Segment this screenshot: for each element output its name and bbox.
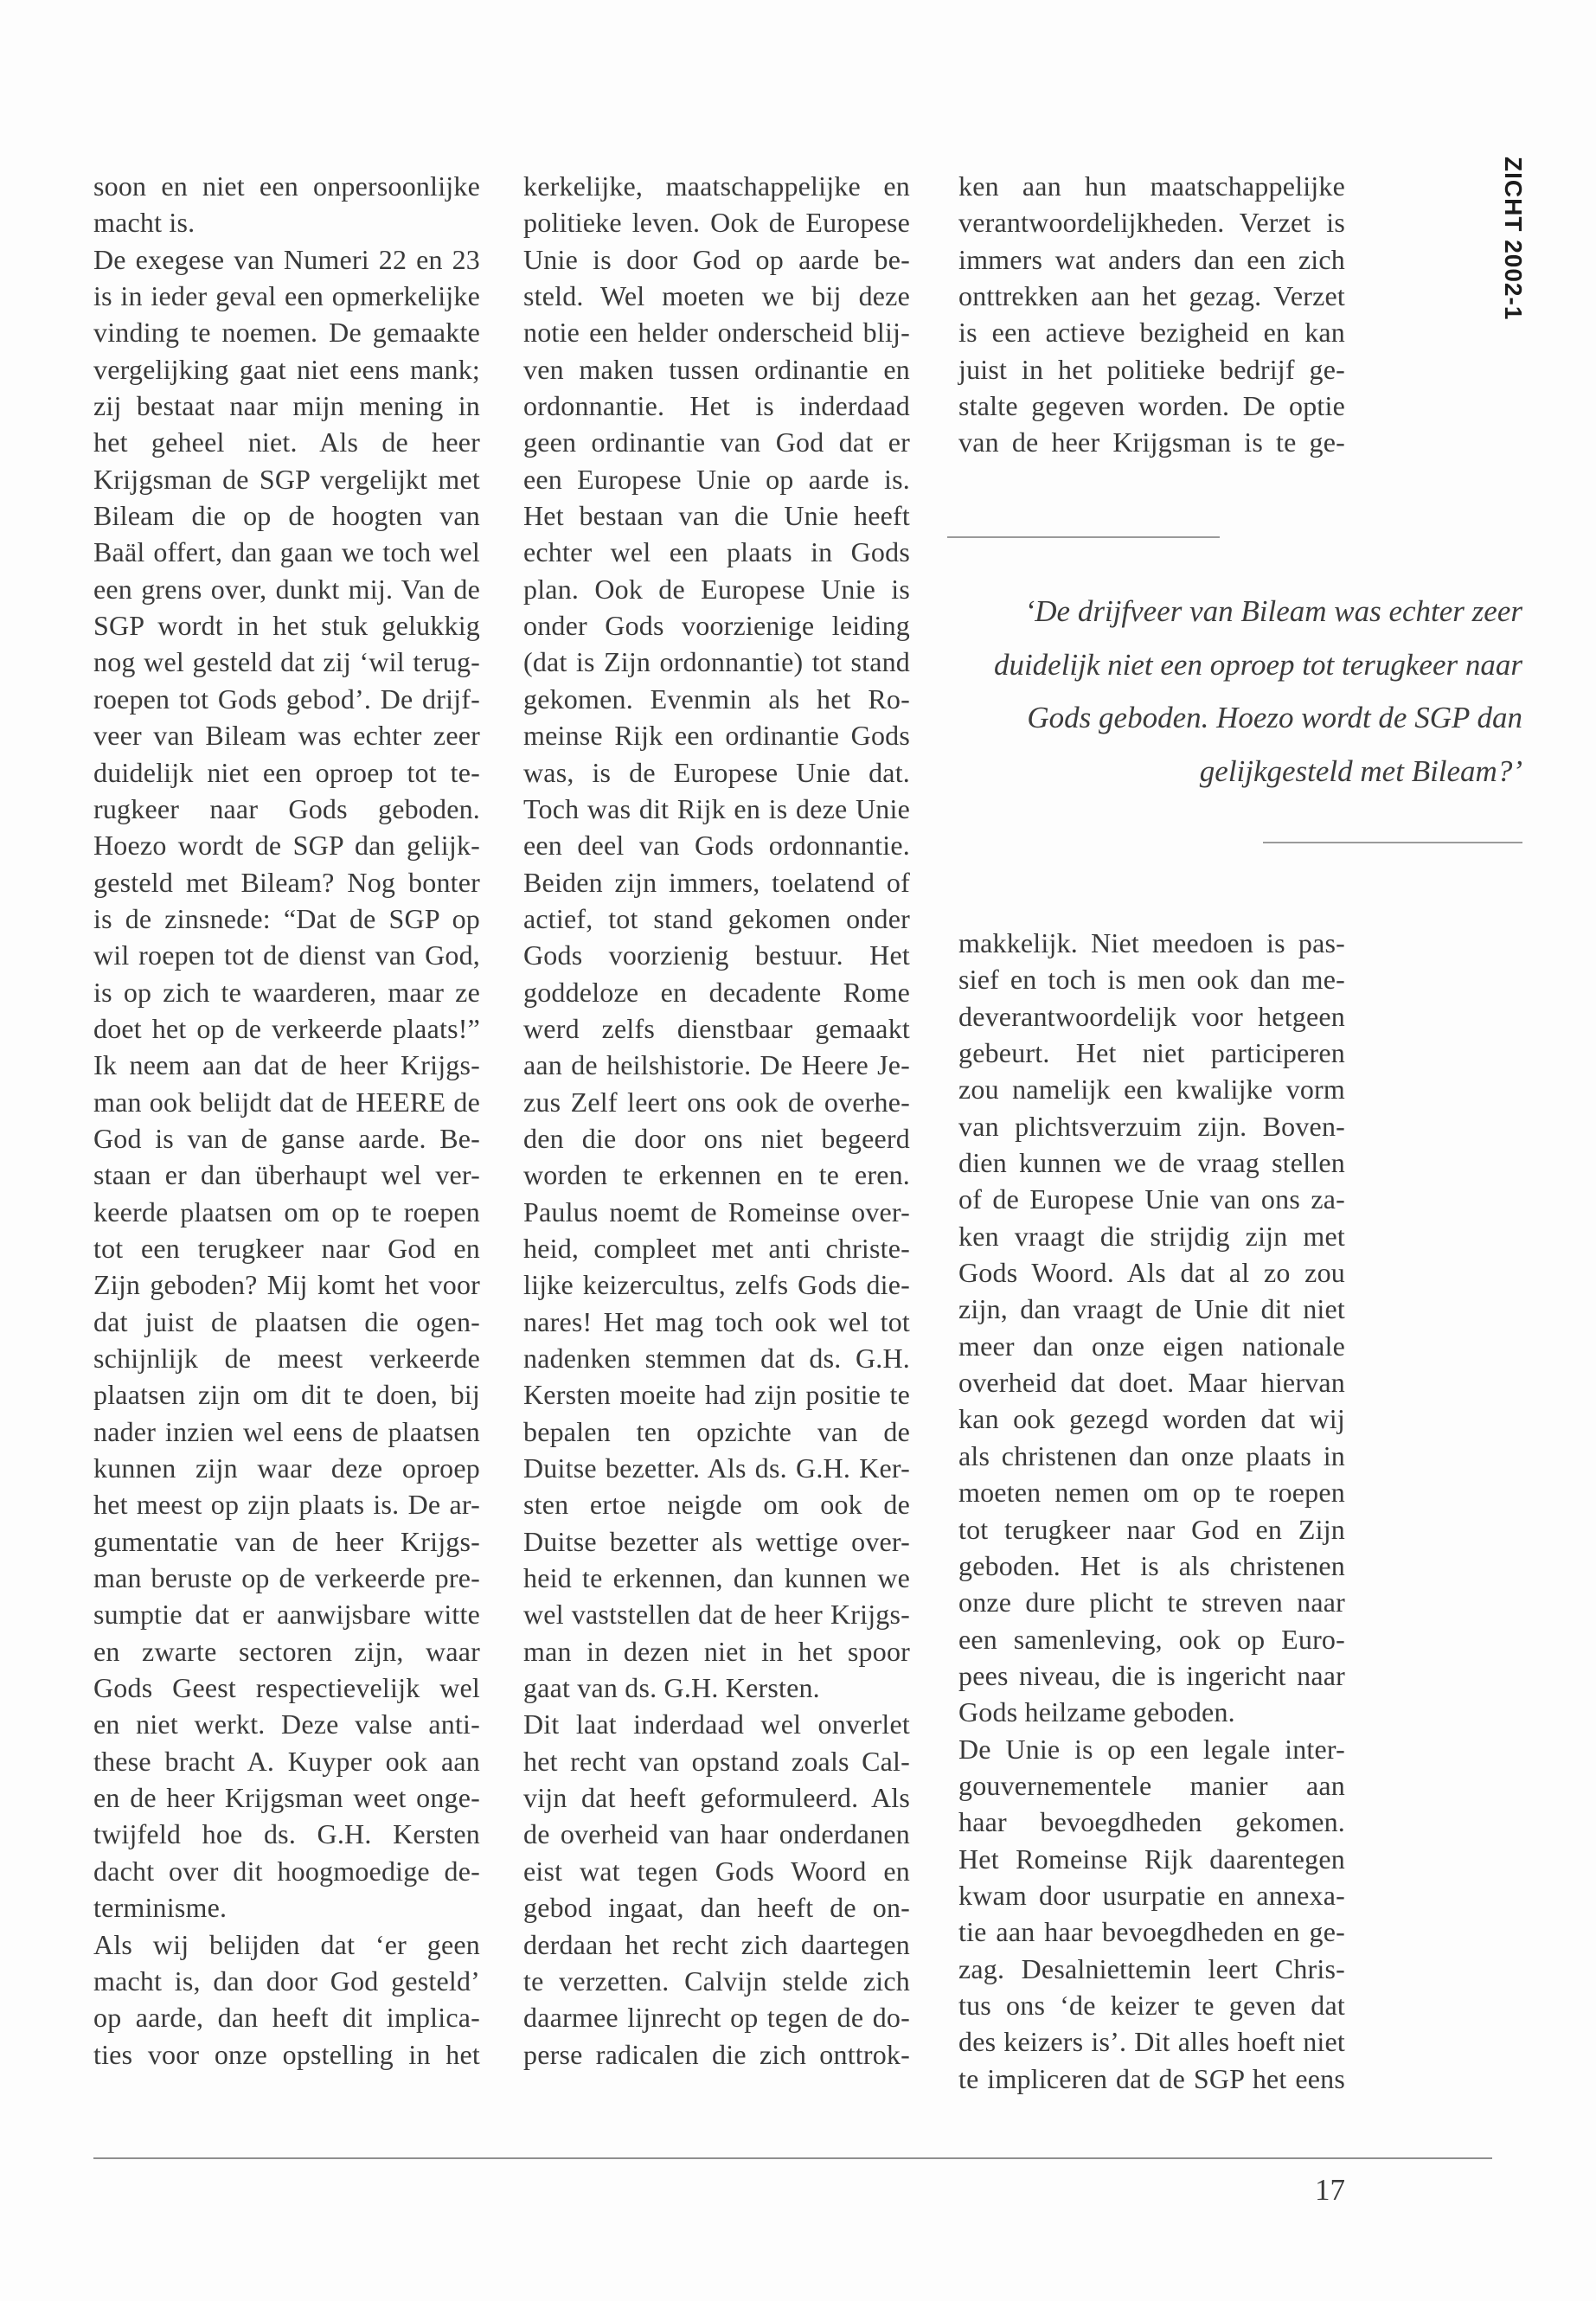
text-column-1: [93, 168, 480, 2073]
text-line: en de heer Krijgsman weet onge-: [93, 1782, 480, 1814]
text-line: juist in het politieke bedrijf ge-: [958, 353, 1345, 385]
text-line: heid te erkennen, dan kunnen we: [523, 1562, 910, 1594]
text-line: den die door ons niet begeerd: [523, 1122, 910, 1154]
text-line: Duitse bezetter als wettige over-: [523, 1525, 910, 1557]
text-line: these bracht A. Kuyper ook aan: [93, 1745, 480, 1777]
text-line: vinding te noemen. De gemaakte: [93, 317, 480, 349]
text-line: steld. Wel moeten we bij deze: [523, 280, 910, 312]
text-line: dien kunnen we de vraag stellen: [958, 1147, 1345, 1179]
text-line: van de heer Krijgsman is te ge-: [958, 426, 1345, 458]
text-line: Unie is door God op aarde be-: [523, 243, 910, 275]
text-line: immers wat anders dan een zich: [958, 243, 1345, 275]
text-line: een Europese Unie op aarde is.: [523, 463, 910, 495]
text-line: kan ook gezegd worden dat wij: [958, 1403, 1345, 1435]
text-line: ken vraagt die strijdig zijn met: [958, 1220, 1345, 1252]
text-line: daarmee lijnrecht op tegen de do-: [523, 2002, 910, 2034]
text-line: moeten nemen om op te roepen: [958, 1477, 1345, 1509]
text-line: gebod ingaat, dan heeft de on-: [523, 1892, 910, 1924]
text-line: te impliceren dat de SGP het eens: [958, 2062, 1345, 2094]
text-line: zag. Desalniettemin leert Chris-: [958, 1952, 1345, 1984]
text-line: Hoezo wordt de SGP dan gelijk-: [93, 830, 480, 862]
text-line: is op zich te waarderen, maar ze: [93, 976, 480, 1008]
text-line: veer van Bileam was echter zeer: [93, 720, 480, 752]
text-line: Gods Woord. Als dat al zo zou: [958, 1257, 1345, 1289]
pullquote-bottom-rule: [1263, 842, 1522, 843]
text-line: Paulus noemt de Romeinse over-: [523, 1195, 910, 1227]
text-line: De Unie is op een legale inter-: [958, 1733, 1345, 1765]
text-line: man beruste op de verkeerde pre-: [93, 1562, 480, 1594]
text-line: De exegese van Numeri 22 en 23: [93, 243, 480, 275]
text-line: duidelijk niet een oproep tot te-: [93, 756, 480, 788]
text-line: op aarde, dan heeft dit implica-: [93, 2002, 480, 2034]
text-line: zus Zelf leert ons ook de overhe-: [523, 1086, 910, 1118]
text-line: een deel van Gods ordonnantie.: [523, 830, 910, 862]
text-line: overheid dat doet. Maar hiervan: [958, 1367, 1345, 1399]
pullquote-top-rule: [947, 536, 1220, 538]
text-line: notie een helder onderscheid blij-: [523, 317, 910, 349]
text-line: worden te erkennen en te eren.: [523, 1159, 910, 1191]
text-line: meinse Rijk een ordinantie Gods: [523, 720, 910, 752]
text-line: tot een terugkeer naar God en: [93, 1232, 480, 1264]
text-line: of de Europese Unie van ons za-: [958, 1183, 1345, 1215]
text-line: schijnlijk de meest verkeerde: [93, 1343, 480, 1374]
text-line: dacht over dit hoogmoedige de-: [93, 1855, 480, 1887]
text-line: plan. Ook de Europese Unie is: [523, 573, 910, 605]
text-line: derdaan het recht zich daartegen: [523, 1928, 910, 1960]
text-line: geboden. Het is als christenen: [958, 1549, 1345, 1581]
text-line: gebeurt. Het niet participeren: [958, 1037, 1345, 1069]
text-line: man in dezen niet in het spoor: [523, 1635, 910, 1667]
text-line: God is van de ganse aarde. Be-: [93, 1122, 480, 1154]
text-line: terminisme.: [93, 1892, 228, 1924]
text-line: des keizers is’. Dit alles hoeft niet: [958, 2026, 1345, 2058]
text-line: ven maken tussen ordinantie en: [523, 353, 910, 385]
text-line: roepen tot Gods gebod’. De drijf-: [93, 683, 480, 715]
text-line: echter wel een plaats in Gods: [523, 536, 910, 568]
text-line: Beiden zijn immers, toelatend of: [523, 866, 910, 898]
text-line: het geheel niet. Als de heer: [93, 426, 480, 458]
text-line: Gods heilzame geboden.: [958, 1696, 1235, 1728]
text-line: onder Gods voorzienige leiding: [523, 610, 910, 642]
text-line: bepalen ten opzichte van de: [523, 1415, 910, 1447]
text-line: onze dure plicht te streven naar: [958, 1586, 1345, 1618]
text-line: kunnen zijn waar deze oproep: [93, 1452, 480, 1484]
text-line: SGP wordt in het stuk gelukkig: [93, 610, 480, 642]
text-line: ordonnantie. Het is inderdaad: [523, 390, 910, 422]
text-line: kerkelijke, maatschappelijke en: [523, 170, 910, 202]
text-line: een samenleving, ook op Euro-: [958, 1623, 1345, 1655]
text-line: ties voor onze opstelling in het: [93, 2038, 480, 2070]
text-line: Gods geboden. Hoezo wordt de SGP dan: [1027, 701, 1522, 734]
text-line: wil roepen tot de dienst van God,: [93, 939, 480, 971]
text-line: keerde plaatsen om op te roepen: [93, 1195, 480, 1227]
text-line: het meest op zijn plaats is. De ar-: [93, 1489, 480, 1521]
text-line: dat juist de plaatsen die ogen-: [93, 1305, 480, 1337]
text-line: sief en toch is men ook dan me-: [958, 964, 1345, 996]
text-line: lijke keizercultus, zelfs Gods die-: [523, 1269, 910, 1301]
text-line: rugkeer naar Gods geboden.: [93, 792, 480, 824]
text-line: eist wat tegen Gods Woord en: [523, 1855, 910, 1887]
text-line: tie aan haar bevoegdheden en ge-: [958, 1916, 1345, 1948]
text-line: macht is, dan door God gesteld’: [93, 1965, 480, 1997]
text-line: nadenken stemmen dat ds. G.H.: [523, 1343, 910, 1374]
text-line: doet het op de verkeerde plaats!”: [93, 1012, 480, 1044]
text-line: is een actieve bezigheid en kan: [958, 317, 1345, 349]
text-line: deverantwoordelijk voor hetgeen: [958, 1000, 1345, 1032]
text-line: als christenen dan onze plaats in: [958, 1439, 1345, 1471]
text-line: Als wij belijden dat ‘er geen: [93, 1928, 480, 1960]
text-line: kwam door usurpatie en annexa-: [958, 1879, 1345, 1911]
text-line: perse radicalen die zich onttrok-: [523, 2038, 910, 2070]
text-line: zij bestaat naar mijn mening in: [93, 390, 480, 422]
text-line: duidelijk niet een oproep tot terugkeer naar: [993, 647, 1522, 682]
text-line: en niet werkt. Deze valse anti-: [93, 1708, 480, 1740]
text-line: gelijkgesteld met Bileam?’: [1199, 753, 1522, 788]
text-line: gouvernementele manier aan: [958, 1769, 1345, 1801]
text-line: gekomen. Evenmin als het Ro-: [523, 683, 910, 715]
text-line: gumentatie van de heer Krijgs-: [93, 1525, 480, 1557]
text-line: goddeloze en decadente Rome: [523, 976, 910, 1008]
text-line: Zijn geboden? Mij komt het voor: [93, 1269, 480, 1301]
text-line: Krijgsman de SGP vergelijkt met: [93, 463, 480, 495]
text-line: nader inzien wel eens de plaatsen: [93, 1415, 480, 1447]
page-number: 17: [1315, 2173, 1345, 2207]
text-line: wel vaststellen dat de heer Krijgs-: [523, 1599, 910, 1631]
text-line: Dit laat inderdaad wel onverlet: [523, 1708, 910, 1740]
text-line: is de zinsnede: “Dat de SGP op: [93, 902, 480, 934]
text-line: stalte gegeven worden. De optie: [958, 390, 1345, 422]
text-column-3-lower: [958, 925, 1345, 2097]
edition-header: ZICHT 2002-1: [1500, 157, 1527, 321]
text-line: nog wel gesteld dat zij ‘wil terug-: [93, 646, 480, 678]
text-line: haar bevoegdheden gekomen.: [958, 1806, 1345, 1838]
text-line: plaatsen zijn om dit te doen, bij: [93, 1379, 480, 1411]
text-line: Ik neem aan dat de heer Krijgs-: [93, 1049, 480, 1081]
text-line: werd zelfs dienstbaar gemaakt: [523, 1012, 910, 1044]
text-line: pees niveau, die is ingericht naar: [958, 1659, 1345, 1691]
text-line: Het bestaan van die Unie heeft: [523, 500, 910, 532]
text-line: Bileam die op de hoogten van: [93, 500, 480, 532]
text-line: van plichtsverzuim zijn. Boven-: [958, 1110, 1345, 1142]
text-line: verantwoordelijkheden. Verzet is: [958, 207, 1345, 239]
text-line: macht is.: [93, 207, 195, 239]
text-line: en zwarte sectoren zijn, waar: [93, 1635, 480, 1667]
text-line: soon en niet een onpersoonlijke: [93, 170, 480, 202]
text-line: tot terugkeer naar God en Zijn: [958, 1513, 1345, 1545]
text-line: gesteld met Bileam? Nog bonter: [93, 866, 480, 898]
text-line: ‘De drijfveer van Bileam was echter zeer: [1024, 594, 1522, 628]
text-line: meer dan onze eigen nationale: [958, 1330, 1345, 1362]
text-line: Gods Geest respectievelijk wel: [93, 1672, 480, 1704]
text-line: zou namelijk een kwalijke vorm: [958, 1074, 1345, 1106]
text-line: (dat is Zijn ordonnantie) tot stand: [523, 646, 910, 678]
text-line: heid, compleet met anti christe-: [523, 1232, 910, 1264]
text-column-2: [523, 168, 910, 2073]
pull-quote: [934, 585, 1522, 798]
text-line: twijfeld hoe ds. G.H. Kersten: [93, 1818, 480, 1850]
text-line: Toch was dit Rijk en is deze Unie: [523, 792, 910, 824]
text-line: Het Romeinse Rijk daarentegen: [958, 1843, 1345, 1875]
text-line: ken aan hun maatschappelijke: [958, 170, 1345, 202]
text-line: de overheid van haar onderdanen: [523, 1818, 910, 1850]
text-line: is in ieder geval een opmerkelijke: [93, 280, 480, 312]
text-column-3-upper: [958, 168, 1345, 461]
text-line: onttrekken aan het gezag. Verzet: [958, 280, 1345, 312]
text-line: te verzetten. Calvijn stelde zich: [523, 1965, 910, 1997]
text-line: een grens over, dunkt mij. Van de: [93, 573, 480, 605]
text-line: tus ons ‘de keizer te geven dat: [958, 1989, 1345, 2021]
text-line: zijn, dan vraagt de Unie dit niet: [958, 1293, 1345, 1325]
text-line: vijn dat heeft geformuleerd. Als: [523, 1782, 910, 1814]
text-line: aan de heilshistorie. De Heere Je-: [523, 1049, 910, 1081]
text-line: was, is de Europese Unie dat.: [523, 756, 910, 788]
text-line: gaat van ds. G.H. Kersten.: [523, 1672, 820, 1704]
text-line: Gods voorzienig bestuur. Het: [523, 939, 910, 971]
text-line: nares! Het mag toch ook wel tot: [523, 1305, 910, 1337]
text-line: staan er dan überhaupt wel ver-: [93, 1159, 480, 1191]
text-line: sumptie dat er aanwijsbare witte: [93, 1599, 480, 1631]
text-line: man ook belijdt dat de HEERE de: [93, 1086, 480, 1118]
text-line: politieke leven. Ook de Europese: [523, 207, 910, 239]
text-line: makkelijk. Niet meedoen is pas-: [958, 927, 1345, 958]
text-line: Baäl offert, dan gaan we toch wel: [93, 536, 480, 568]
text-line: actief, tot stand gekomen onder: [523, 902, 910, 934]
text-line: het recht van opstand zoals Cal-: [523, 1745, 910, 1777]
footer-rule: [93, 2157, 1492, 2159]
text-line: geen ordinantie van God dat er: [523, 426, 910, 458]
text-line: Kersten moeite had zijn positie te: [523, 1379, 910, 1411]
text-line: sten ertoe neigde om ook de: [523, 1489, 910, 1521]
text-line: Duitse bezetter. Als ds. G.H. Ker-: [523, 1452, 910, 1484]
text-line: vergelijking gaat niet eens mank;: [93, 353, 480, 385]
